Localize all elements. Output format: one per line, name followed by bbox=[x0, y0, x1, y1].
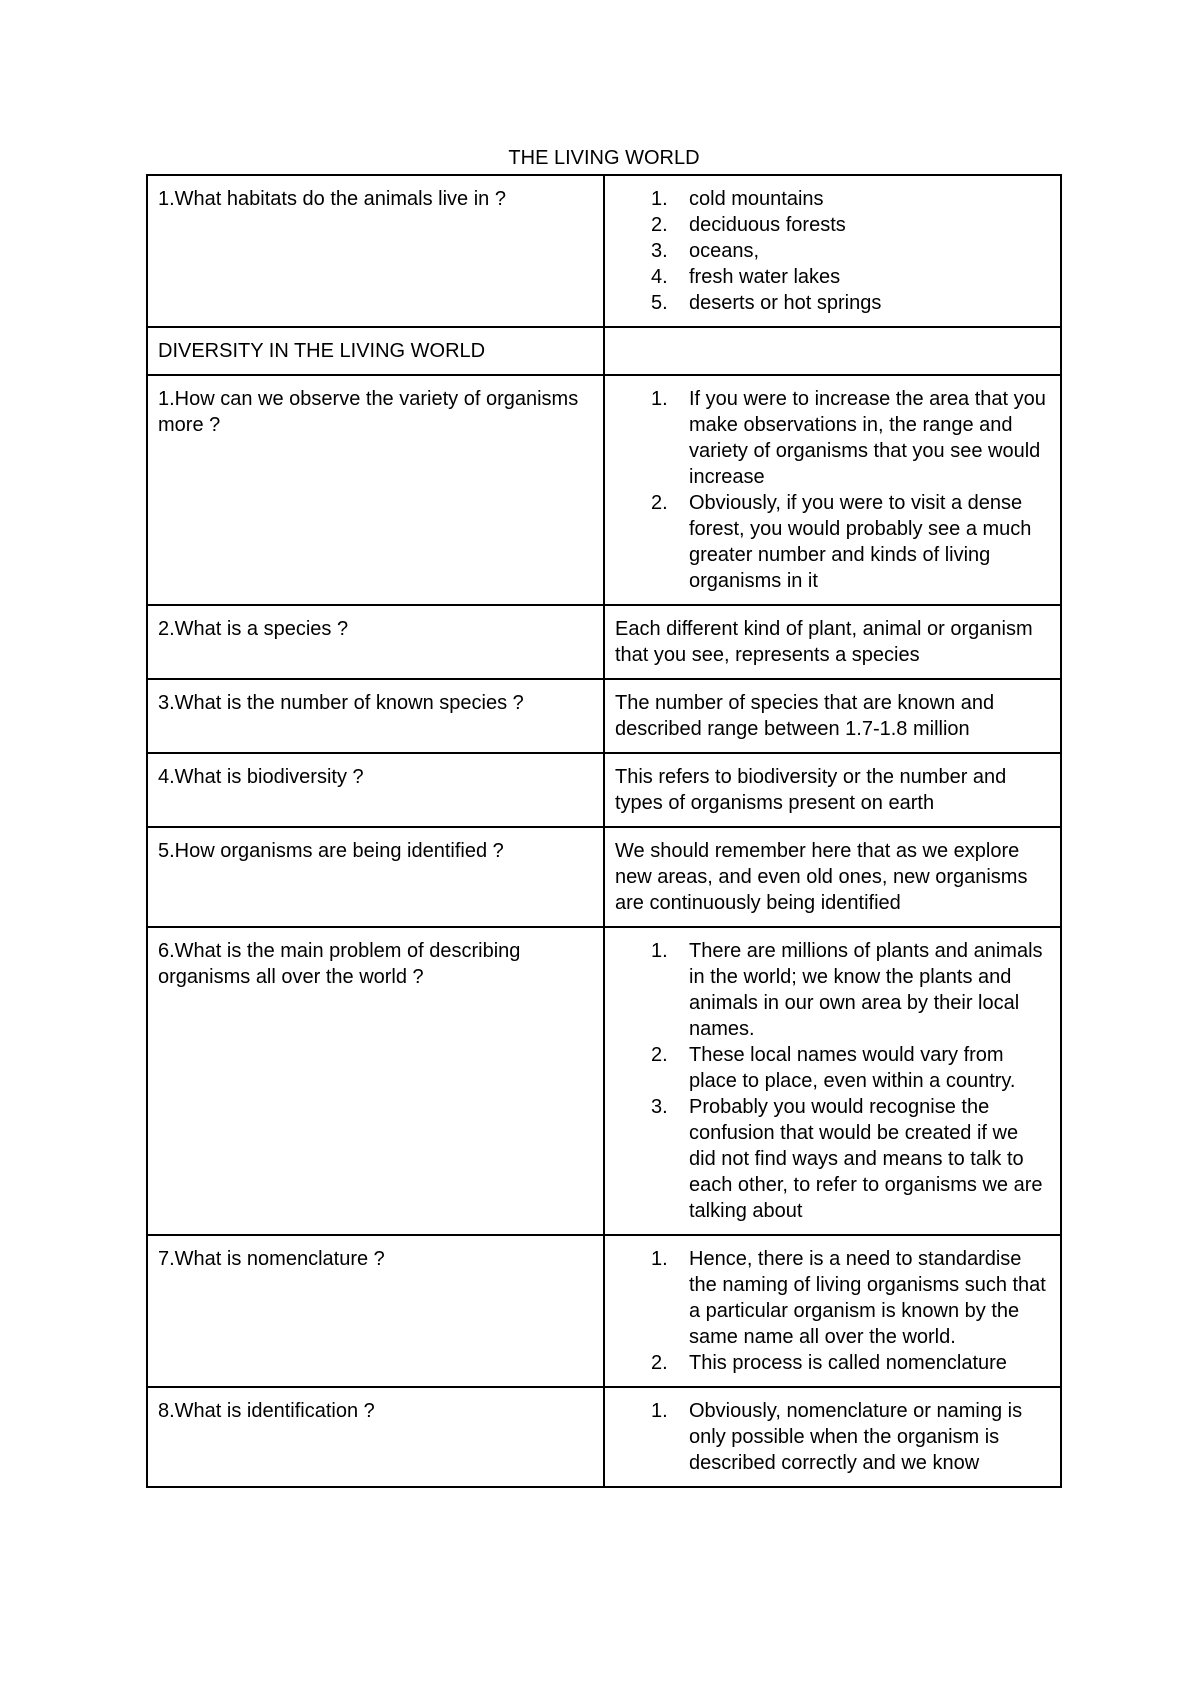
list-item-number: 5. bbox=[651, 292, 668, 314]
question-text: 1.What habitats do the animals live in ? bbox=[158, 188, 506, 210]
list-item-number: 4. bbox=[651, 266, 668, 288]
list-item bbox=[615, 186, 1050, 212]
table-row bbox=[147, 605, 1061, 679]
table-row bbox=[147, 679, 1061, 753]
list-item bbox=[615, 386, 1050, 490]
list-item bbox=[615, 1246, 1050, 1350]
answer-cell bbox=[604, 375, 1061, 605]
list-item-text: fresh water lakes bbox=[689, 266, 841, 288]
answer-list bbox=[615, 1246, 1050, 1376]
answer-cell bbox=[604, 1387, 1061, 1487]
list-item bbox=[615, 1350, 1050, 1376]
answer-cell bbox=[604, 605, 1061, 679]
list-item-number: 3. bbox=[651, 1096, 668, 1118]
list-item-text: There are millions of plants and animals in the world; we know the plants and animals in our own area by their local names. bbox=[689, 940, 1043, 1040]
question-text: 6.What is the main problem of describing organisms all over the world ? bbox=[158, 940, 521, 988]
table-row bbox=[147, 827, 1061, 927]
table-row bbox=[147, 1387, 1061, 1487]
question-cell bbox=[147, 753, 604, 827]
list-item bbox=[615, 238, 1050, 264]
list-item bbox=[615, 264, 1050, 290]
list-item bbox=[615, 1094, 1050, 1224]
list-item bbox=[615, 490, 1050, 594]
list-item-number: 1. bbox=[651, 188, 668, 210]
list-item-text: This process is called nomenclature bbox=[689, 1352, 1007, 1374]
list-item-text: Obviously, if you were to visit a dense forest, you would probably see a much greater number and kinds of living organisms in it bbox=[689, 492, 1032, 592]
question-text: DIVERSITY IN THE LIVING WORLD bbox=[158, 340, 486, 362]
table-row bbox=[147, 927, 1061, 1235]
list-item bbox=[615, 290, 1050, 316]
list-item-text: cold mountains bbox=[689, 188, 824, 210]
question-text: 3.What is the number of known species ? bbox=[158, 692, 524, 714]
question-cell bbox=[147, 327, 604, 375]
answer-list bbox=[615, 938, 1050, 1224]
question-text: 7.What is nomenclature ? bbox=[158, 1248, 385, 1270]
list-item-text: If you were to increase the area that you make observations in, the range and variety of organisms that you see would increase bbox=[689, 388, 1046, 488]
question-text: 1.How can we observe the variety of organisms more ? bbox=[158, 388, 579, 436]
table-row bbox=[147, 375, 1061, 605]
question-text: 5.How organisms are being identified ? bbox=[158, 840, 504, 862]
question-text: 8.What is identification ? bbox=[158, 1400, 375, 1422]
list-item-number: 2. bbox=[651, 214, 668, 236]
question-cell bbox=[147, 1235, 604, 1387]
answer-text: We should remember here that as we explore new areas, and even old ones, new organisms are continuously being identified bbox=[615, 840, 1028, 914]
table-row bbox=[147, 175, 1061, 327]
question-text: 4.What is biodiversity ? bbox=[158, 766, 364, 788]
table-row bbox=[147, 327, 1061, 375]
list-item-text: deciduous forests bbox=[689, 214, 846, 236]
table-row bbox=[147, 1235, 1061, 1387]
answer-list bbox=[615, 386, 1050, 594]
list-item-number: 1. bbox=[651, 1400, 668, 1422]
answer-cell bbox=[604, 827, 1061, 927]
list-item bbox=[615, 1042, 1050, 1094]
list-item-text: oceans, bbox=[689, 240, 760, 262]
list-item-number: 1. bbox=[651, 940, 668, 962]
list-item-number: 1. bbox=[651, 388, 668, 410]
question-text: 2.What is a species ? bbox=[158, 618, 349, 640]
answer-cell bbox=[604, 927, 1061, 1235]
question-cell bbox=[147, 1387, 604, 1487]
question-cell bbox=[147, 927, 604, 1235]
answer-cell bbox=[604, 753, 1061, 827]
list-item-number: 2. bbox=[651, 1044, 668, 1066]
answer-text: This refers to biodiversity or the number and types of organisms present on earth bbox=[615, 766, 1007, 814]
answer-cell bbox=[604, 1235, 1061, 1387]
answer-list bbox=[615, 186, 1050, 316]
answer-text: The number of species that are known and described range between 1.7-1.8 million bbox=[615, 692, 995, 740]
answer-cell bbox=[604, 175, 1061, 327]
list-item-text: These local names would vary from place to place, even within a country. bbox=[689, 1044, 1016, 1092]
list-item-text: Hence, there is a need to standardise the naming of living organisms such that a particular organism is known by the same name all over the world. bbox=[689, 1248, 1046, 1348]
page-title: THE LIVING WORLD bbox=[508, 147, 700, 169]
list-item-text: deserts or hot springs bbox=[689, 292, 882, 314]
qa-table bbox=[146, 174, 1062, 1488]
question-cell bbox=[147, 679, 604, 753]
list-item-text: Probably you would recognise the confusion that would be created if we did not find ways and means to talk to each other, to refer to organisms we are talking about bbox=[689, 1096, 1043, 1222]
table-row bbox=[147, 753, 1061, 827]
list-item bbox=[615, 938, 1050, 1042]
list-item-number: 2. bbox=[651, 1352, 668, 1374]
list-item-number: 2. bbox=[651, 492, 668, 514]
list-item-text: Obviously, nomenclature or naming is only possible when the organism is described correctly and we know bbox=[689, 1400, 1023, 1474]
answer-list bbox=[615, 1398, 1050, 1476]
list-item-number: 1. bbox=[651, 1248, 668, 1270]
question-cell bbox=[147, 605, 604, 679]
question-cell bbox=[147, 175, 604, 327]
question-cell bbox=[147, 375, 604, 605]
qa-table-body bbox=[147, 175, 1061, 1487]
question-cell bbox=[147, 827, 604, 927]
answer-cell bbox=[604, 327, 1061, 375]
answer-text: Each different kind of plant, animal or organism that you see, represents a species bbox=[615, 618, 1033, 666]
answer-cell bbox=[604, 679, 1061, 753]
list-item bbox=[615, 212, 1050, 238]
list-item-number: 3. bbox=[651, 240, 668, 262]
list-item bbox=[615, 1398, 1050, 1476]
